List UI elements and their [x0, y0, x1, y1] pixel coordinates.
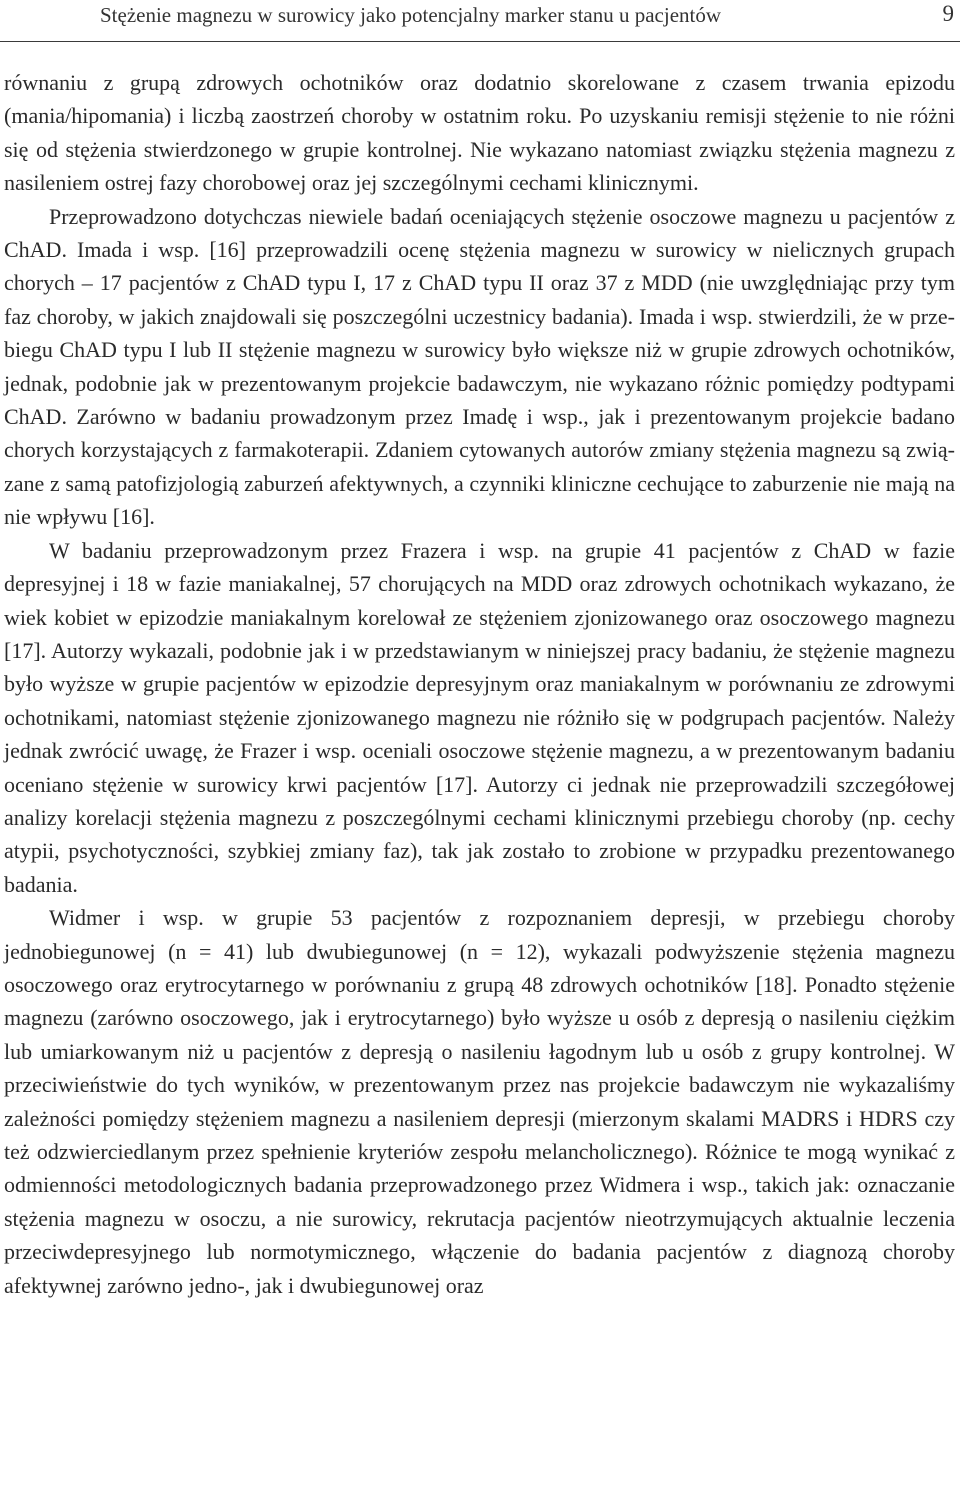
paragraph-widmer: Widmer i wsp. w grupie 53 pacjentów z rozpoznaniem depresji, w przebiegu choroby jednobiegunowej (n = 41) lub dwubiegunowej (n = 12), wykazali podwyższenie stężenia magnezu osoczowego oraz erytrocytarnego w porównaniu z grupą 48 zdrowych ochotników [18]. Ponadto stężenie magnezu (zarówno osoczowego, jak i erytrocytarnego) było wyższe u osób z depresją o nasileniu ciężkim lub umiarkowanym niż u pacjentów z depresją o nasileniu łagodnym lub u osób z grupy kontrolnej. W przeciwieństwie do tych wyników, w prezentowanym przez nas projekcie badawczym nie wykazaliśmy zależności pomiędzy stężeniem magnezu a nasileniem depresji (mierzonym skalami MADRS i HDRS czy też odzwierciedlanym przez spełnienie kryteriów zespołu melancholicznego). Różnice te mogą wynikać z odmienności metodologicznych badania przeprowadzonego przez Widmera i wsp., takich jak: oznaczanie stężenia magnezu w osoczu, a nie surowicy, rekrutacja pacjentów nieotrzymujących aktualnie leczenia przeciwdepresyjnego lub normotymicznego, włączenie do badania pacjentów z diagnozą choroby afektywnej zarówno jedno-, jak i dwubiegunowej oraz [4, 905, 955, 1298]
running-header-title: Stężenie magnezu w surowicy jako potencjalny marker stanu u pacjentów [100, 3, 722, 27]
paragraph-continued: równaniu z grupą zdrowych ochotników oraz dodatnio skorelowane z czasem trwania epizodu (mania/hipomania) i liczbą zaostrzeń choroby w ostatnim roku. Po uzyskaniu remisji stężenie to nie różni się od stężenia stwierdzonego w grupie kontrolnej. Nie wykazano natomiast związku stężenia magnezu z nasileniem ostrej fazy chorobowej oraz jej szczególnymi cechami klinicznymi. [4, 70, 955, 196]
page-number: 9 [942, 1, 954, 26]
running-header [0, 0, 960, 42]
paragraph-imada: Przeprowadzono dotychczas niewiele badań oceniających stężenie osoczowe magnezu u pacjentów z ChAD. Imada i wsp. [16] przeprowadzili ocenę stężenia magnezu w surowicy w nielicznych grupach chorych – 17 pacjentów z ChAD typu I, 17 z ChAD typu II oraz 37 z MDD (nie uwzględniając przy tym faz choroby, w jakich znajdowali się poszczególni uczestnicy badania). Imada i wsp. stwierdzili, że w przebiegu ChAD typu I lub II stężenie magnezu w surowicy było większe niż w grupie zdrowych ochotników, jednak, podobnie jak w prezentowanym projekcie badawczym, nie wykazano różnic pomiędzy podtypami ChAD. Zarówno w badaniu prowadzonym przez Imadę i wsp., jak i prezentowanym projekcie badano chorych korzystających z farmakoterapii. Zdaniem cytowanych autorów zmiany stężenia magnezu są związane z samą patofizjologią zaburzeń afektywnych, a czynniki kliniczne cechujące to zaburzenie nie mają na nie wpływu [16]. [4, 203, 955, 530]
paragraph-frazer: W badaniu przeprowadzonym przez Frazera i wsp. na grupie 41 pacjentów z ChAD w fazie depresyjnej i 18 w fazie maniakalnej, 57 chorujących na MDD oraz zdrowych ochotnikach wykazano, że wiek kobiet w epizodzie maniakalnym korelował ze stężeniem zjonizowanego oraz osoczowego magnezu [17]. Autorzy wykazali, podobnie jak i w przedstawianym w niniejszej pracy badaniu, że stężenie magnezu było wyższe w grupie pacjentów w epizodzie depresyjnym oraz maniakalnym w porównaniu ze zdrowymi ochotnikami, natomiast stężenie zjonizowanego magnezu nie różniło się w podgrupach pacjentów. Należy jednak zwrócić uwagę, że Frazer i wsp. oceniali osoczowe stężenie magnezu, a w prezentowanym badaniu oceniano stężenie w surowicy krwi pacjentów [17]. Autorzy ci jednak nie przeprowadzili szczegółowej analizy korelacji stężenia magnezu z poszczególnymi cechami klinicznymi przebiegu choroby (np. cechy atypii, psychotyczności, szybkiej zmiany faz), tak jak zostało to zrobione w przypadku prezentowanego badania. [4, 537, 955, 897]
body-text [4, 66, 955, 1302]
